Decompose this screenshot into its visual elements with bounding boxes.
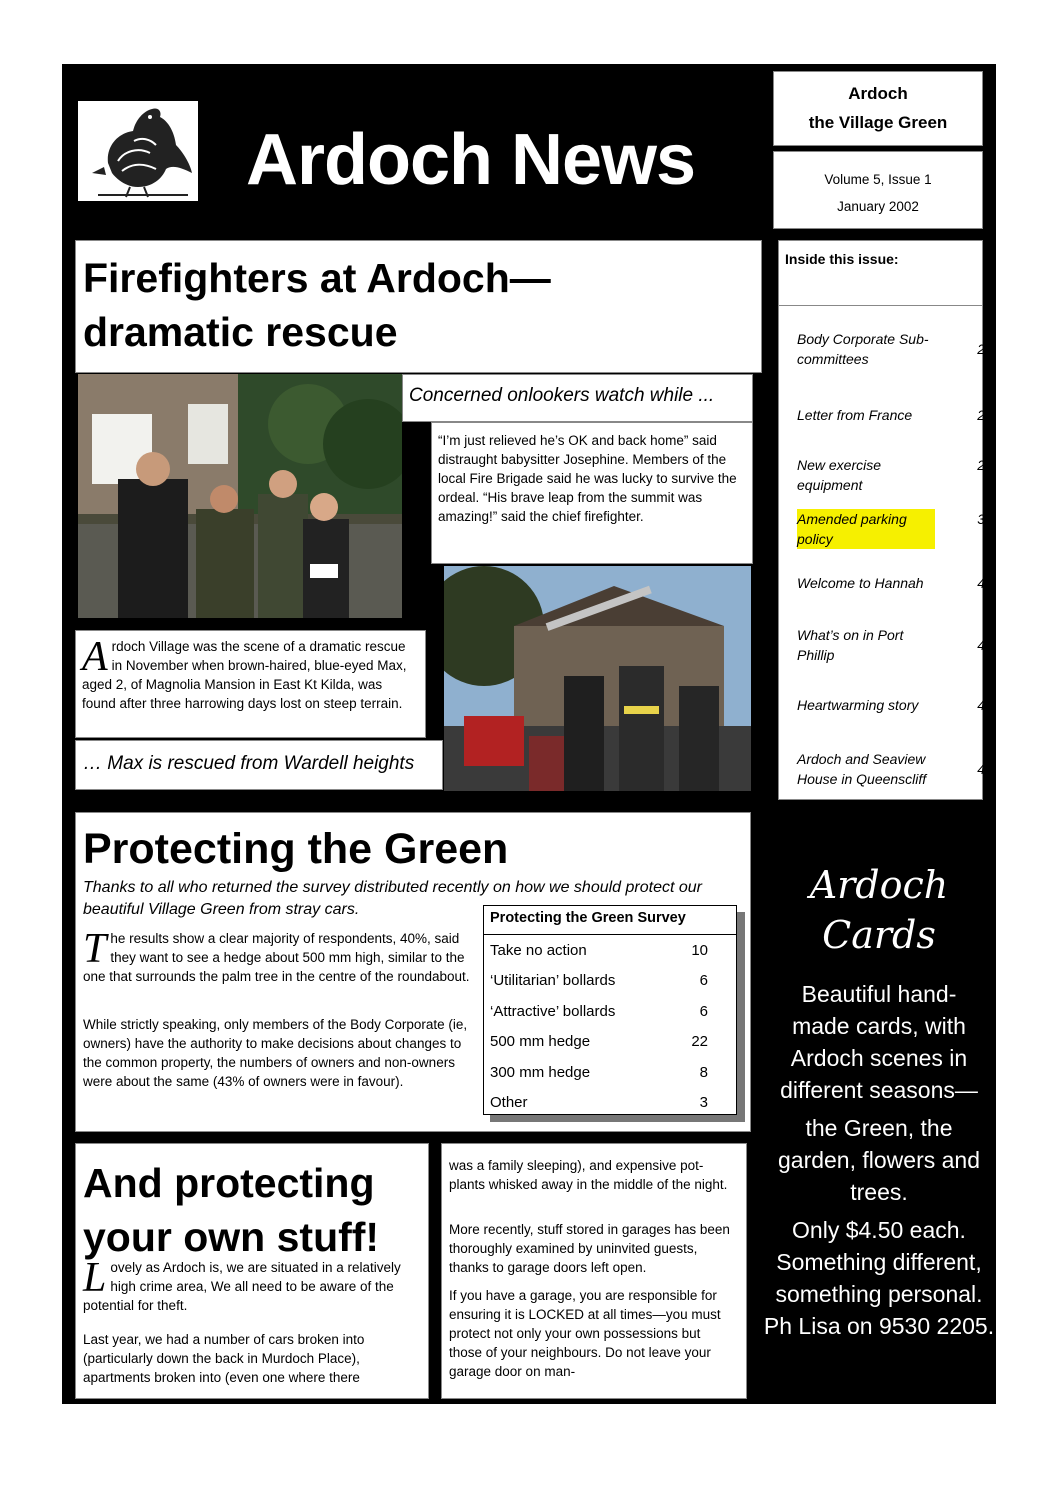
green-para1: he results show a clear majority of respondents, 40%, said they want to see a hedge about 500 mm high, similar to the one that surrounds the palm tree in the centre of the roundabout.: [83, 931, 470, 984]
survey-option: 300 mm hedge: [490, 1063, 591, 1081]
cards-title-line2: Cards: [822, 913, 936, 957]
green-intro: Thanks to all who returned the survey distributed recently on how we should protect our beautiful Village Green from stray cars.: [83, 879, 702, 918]
masthead-place-line2: the Village Green: [808, 113, 948, 132]
lead-body-box: [75, 630, 426, 738]
toc-item[interactable]: [797, 573, 985, 593]
toc-item[interactable]: [797, 695, 985, 715]
survey-option: Take no action: [490, 941, 587, 959]
stuff-headline: And protecting your own stuff!: [83, 1160, 380, 1260]
masthead-place-box: [773, 71, 983, 146]
toc-item-title: Amended parking policy: [797, 509, 935, 549]
survey-count: 3: [699, 1094, 708, 1112]
lead-caption-top: Concerned onlookers watch while ...: [402, 374, 753, 422]
toc-item-page: 2: [977, 341, 985, 357]
toc-item-title: New exercise equipment: [797, 457, 882, 493]
lead-photo-onlookers: [78, 374, 402, 618]
survey-title: Protecting the Green Survey: [484, 906, 736, 935]
survey-row: [484, 935, 736, 966]
toc-item-title: What’s on in Port Phillip: [797, 627, 904, 663]
toc-item-title: Heartwarming story: [797, 697, 919, 713]
toc-item-title: Ardoch and Seaview House in Queenscliff: [797, 751, 927, 787]
cards-ad: [763, 860, 995, 1342]
stuff-col2-para2: More recently, stuff stored in garages has been thoroughly examined by uninvited guests, thanks to garage doors left open.: [449, 1222, 730, 1275]
lead-quote-box: [431, 422, 753, 564]
bird-icon: [78, 101, 198, 201]
lead-dropcap: A: [82, 634, 108, 680]
lead-body: rdoch Village was the scene of a dramatic rescue in November when brown-haired, blue-eyed Max, aged 2, of Magnolia Mansion in East Kt Kilda, was found after three harrowing days lost on steep terrain.: [82, 639, 407, 711]
stuff-para2: Last year, we had a number of cars broken into (particularly down the back in Murdoch Place), apartments broken into (even one where there: [83, 1332, 365, 1385]
stuff-para1: ovely as Ardoch is, we are situated in a relatively high crime area, We all need to be aware of the potential for theft.: [83, 1260, 401, 1313]
survey-count: 6: [699, 972, 708, 990]
stuff-article-col1: [75, 1143, 429, 1399]
masthead-logo: [78, 101, 198, 201]
survey-count: 8: [699, 1063, 708, 1081]
stuff-col2-para3: If you have a garage, you are responsible for ensuring it is LOCKED at all times—you must protect not only your own possessions but those of your neighbours. Do not leave your garage door on man-: [449, 1288, 721, 1379]
toc-item-title: Welcome to Hannah: [797, 575, 924, 591]
stuff-dropcap: L: [83, 1255, 107, 1301]
toc-item[interactable]: [797, 329, 985, 369]
lead-caption-bottom: … Max is rescued from Wardell heights: [75, 740, 443, 790]
survey-count: 22: [691, 1033, 708, 1051]
lead-quote: “I’m just relieved he’s OK and back home” said distraught babysitter Josephine. Members of the local Fire Brigade said he was lucky to survive the ordeal. “His brave leap from the summit was amazing!” said the chief firefighter.: [438, 433, 737, 524]
toc-item-page: 4: [977, 575, 985, 591]
lead-headline-line2: dramatic rescue: [83, 309, 398, 355]
cards-title-line1: Ardoch: [809, 863, 949, 907]
green-para2: While strictly speaking, only members of the Body Corporate (ie, owners) have the authority to make decisions about changes to the common property, the numbers of owners and non-owners were about the same (43% of owners were in favour).: [83, 1017, 468, 1089]
green-headline: Protecting the Green: [83, 825, 509, 873]
survey-table: [483, 905, 737, 1115]
cards-text3: Only $4.50 each. Something different, something personal. Ph Lisa on 9530 2205.: [763, 1217, 995, 1339]
masthead-place-line1: Ardoch: [848, 84, 908, 103]
lead-headline-box: [75, 240, 762, 373]
survey-row: [484, 966, 736, 997]
toc-item-page: 3: [977, 511, 985, 527]
toc-item-title: Letter from France: [797, 407, 913, 423]
toc-item-page: 4: [977, 761, 985, 777]
survey-row: [484, 996, 736, 1027]
survey-row: [484, 1057, 736, 1088]
toc-item-page: 2: [977, 407, 985, 423]
survey-row: [484, 1027, 736, 1058]
survey-count: 6: [699, 1002, 708, 1020]
toc-item-title: Body Corporate Sub-committees: [797, 331, 929, 367]
toc-heading: Inside this issue:: [785, 251, 899, 267]
lead-headline-line1: Firefighters at Ardoch—: [83, 255, 551, 301]
survey-count: 10: [691, 941, 708, 959]
stuff-article-col2: [441, 1143, 747, 1399]
survey-option: Other: [490, 1094, 528, 1112]
toc-item-page: 2: [977, 457, 985, 473]
toc-item-page: 4: [977, 697, 985, 713]
masthead-date: January 2002: [837, 199, 919, 214]
survey-row: [484, 1088, 736, 1119]
survey-option: 500 mm hedge: [490, 1033, 591, 1051]
masthead-title: Ardoch News: [246, 120, 696, 200]
toc-item-page: 4: [977, 637, 985, 653]
masthead-issue-box: [773, 151, 983, 229]
survey-option: ‘Attractive’ bollards: [490, 1002, 616, 1020]
survey-option: ‘Utilitarian’ bollards: [490, 972, 616, 990]
stuff-col2-para1: was a family sleeping), and expensive pot-plants whisked away in the middle of the night.: [449, 1158, 728, 1192]
masthead-volume: Volume 5, Issue 1: [824, 172, 932, 187]
toc-item[interactable]: [797, 749, 985, 789]
cards-text2: the Green, the garden, flowers and trees.: [777, 1115, 980, 1205]
survey-rows: [484, 935, 736, 1118]
toc-item[interactable]: [797, 405, 985, 425]
toc-item[interactable]: [797, 509, 985, 549]
toc-box: [778, 240, 983, 800]
green-dropcap: T: [83, 926, 107, 972]
lead-photo-rescue: [444, 566, 751, 791]
toc-item[interactable]: [797, 455, 985, 495]
cards-text1: Beautiful hand-made cards, with Ardoch scenes in different seasons—: [780, 981, 978, 1103]
toc-item[interactable]: [797, 625, 985, 665]
